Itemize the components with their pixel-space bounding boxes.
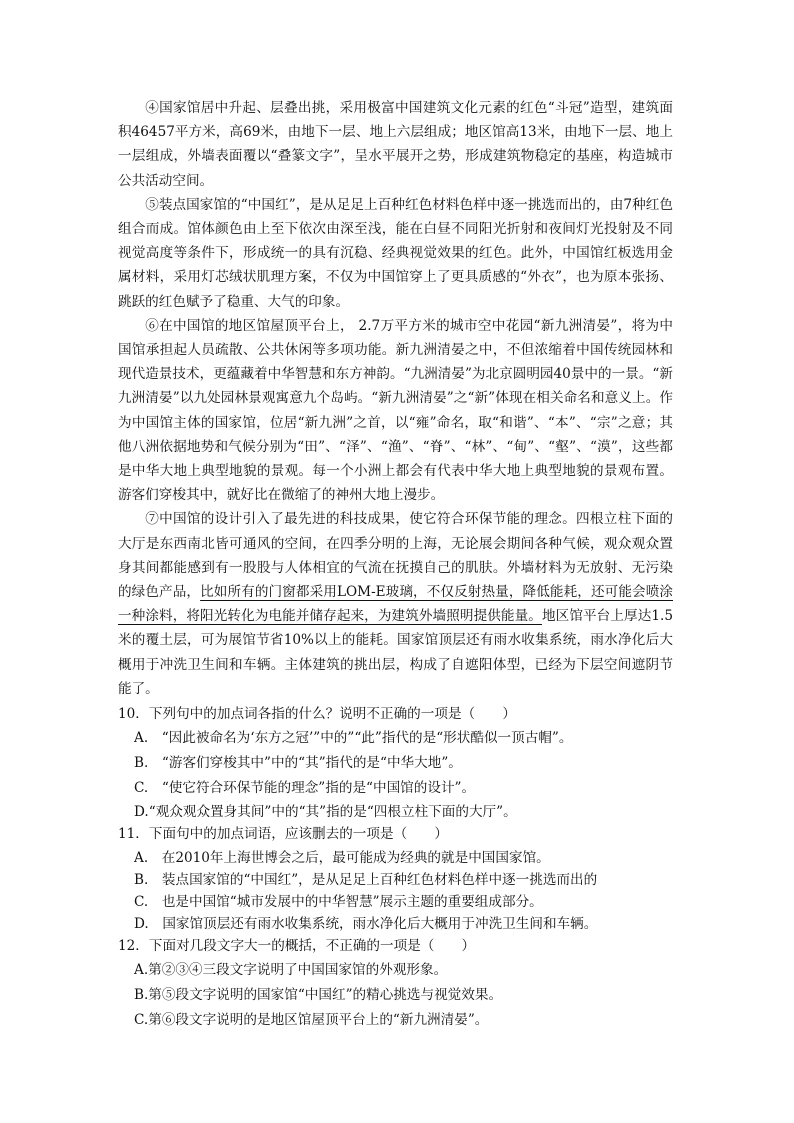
- paragraph-7: [118, 507, 673, 701]
- question-stem: 11．下面句中的加点词语，应该删去的一项是（ ）: [118, 826, 448, 843]
- paragraph-7-part-b: 地区馆平台上厚达1.5米的覆土层，可为展馆节省10%以上的能耗。国家馆顶层还有雨水收集系统，雨水净化后大概用于冲洗卫生间和车辆。主体建筑的挑出层，构成了自遮阳体型，已经为下层空间遮阴节能了。: [118, 608, 673, 697]
- option-b: B. “游客们穿梭其中”中的“其”指代的是“中华大地”。: [134, 755, 462, 772]
- paragraph-4: ④国家馆居中升起、层叠出挑，采用极富中国建筑文化元素的红色“斗冠”造型，建筑面积46457平方米，高69米，由地下一层、地上六层组成；地区馆高13米，由地下一层、地上一层组成，外墙表面覆以“叠篆文字”，呈水平展开之势，形成建筑物稳定的基座，构造城市公共活动空间。: [118, 100, 673, 189]
- document-page: [118, 96, 673, 1033]
- paragraph-5: ⑤装点国家馆的“中国红”，是从足足上百种红色材料色样中逐一挑选而出的，由7种红色组合而成。馆体颜色由上至下依次由深至浅，能在白昼不同阳光折射和夜间灯光投射及不同视觉高度等条件下，形成统一的具有沉稳、经典视觉效果的红色。此外，中国馆红板选用金属材料，采用灯芯绒状肌理方案，不仅为中国馆穿上了更具质感的“外衣”，也为原本张扬、跳跃的红色赋予了稳重、大气的印象。: [118, 196, 673, 310]
- question-stem: 12．下面对几段文字大一的概括，不正确的一项是（ ）: [118, 937, 476, 954]
- underlined-sentence: 比如所有的门窗都采用LOM-E玻璃，不仅反射热量，降低能耗，还可能会喷涂一种涂料，将阳光转化为电能并储存起来，为建筑外墙照明提供能量。: [118, 584, 674, 625]
- option-d: D. 国家馆顶层还有雨水收集系统，雨水净化后大概用于冲洗卫生间和车辆。: [134, 915, 598, 932]
- option-b: B.第⑤段文字说明的国家馆“中国红”的精心挑选与视觉效果。: [134, 987, 503, 1004]
- option-a: A. “因此被命名为‘东方之冠’”中的”“此”指代的是“形状酷似一顶古帽”。: [134, 730, 573, 747]
- question-12: [118, 935, 673, 1033]
- paragraph-6: ⑥在中国馆的地区馆屋顶平台上， 2.7万平方米的城市空中花园“新九洲清晏”，将为中国馆承担起人员疏散、公共休闲等多项功能。新九洲清晏之中，不但浓缩着中国传统园林和现代造景技术，更蕴藏着中华智慧和东方神韵。“九洲清晏”为北京圆明园40景中的一景。“新九洲清晏”以九处园林景观寓意九个岛屿。“新九洲清晏”之“新”体现在相关命名和意义上。作为中国馆主体的国家馆，位居“新九洲”之首，以“雍”命名，取“和谐”、“本”、“宗”之意；其他八洲依据地势和气候分别为“田”、“泽”、“渔”、“脊”、“林”、“甸”、“壑”、“漠”，这些都是中华大地上典型地貌的景观。每一个小洲上都会有代表中华大地上典型地貌的景观布置。游客们穿梭其中，就好比在微缩了的神州大地上漫步。: [118, 317, 673, 504]
- option-b: B. 装点国家馆的“中国红”，是从足足上百种红色材料色样中逐一挑选而出的: [134, 871, 598, 888]
- option-d: D.“观众观众置身其间”中的“其”指的是“四根立柱下面的大厅”。: [134, 804, 517, 821]
- option-c: C. “使它符合环保节能的理念”指的是“中国馆的设计”。: [134, 780, 476, 797]
- question-stem: 10．下列句中的加点词各指的什么？说明不正确的一项是（ ）: [118, 706, 516, 723]
- question-10: [118, 703, 673, 823]
- paragraph-7-part-a: ⑦中国馆的设计引入了最先进的科技成果，使它符合环保节能的理念。四根立柱下面的大厅是东西南北皆可通风的空间，在四季分明的上海，无论展会期间各种气候，观众观众置身其间都能感到有一股股与人体相宜的气流在抚摸自己的肌肤。外墙材料为无放射、无污染的绿色产品，: [118, 511, 673, 601]
- question-11: [118, 823, 673, 934]
- option-c: C. 也是中国馆“城市发展中的中华智慧”展示主题的重要组成部分。: [134, 893, 543, 910]
- option-c: C.第⑥段文字说明的是地区馆屋顶平台上的“新九洲清晏”。: [134, 1012, 489, 1029]
- option-a: A. 在2010年上海世博会之后，最可能成为经典的就是中国国家馆。: [134, 849, 550, 866]
- option-a: A.第②③④三段文字说明了中国国家馆的外观形象。: [134, 962, 448, 979]
